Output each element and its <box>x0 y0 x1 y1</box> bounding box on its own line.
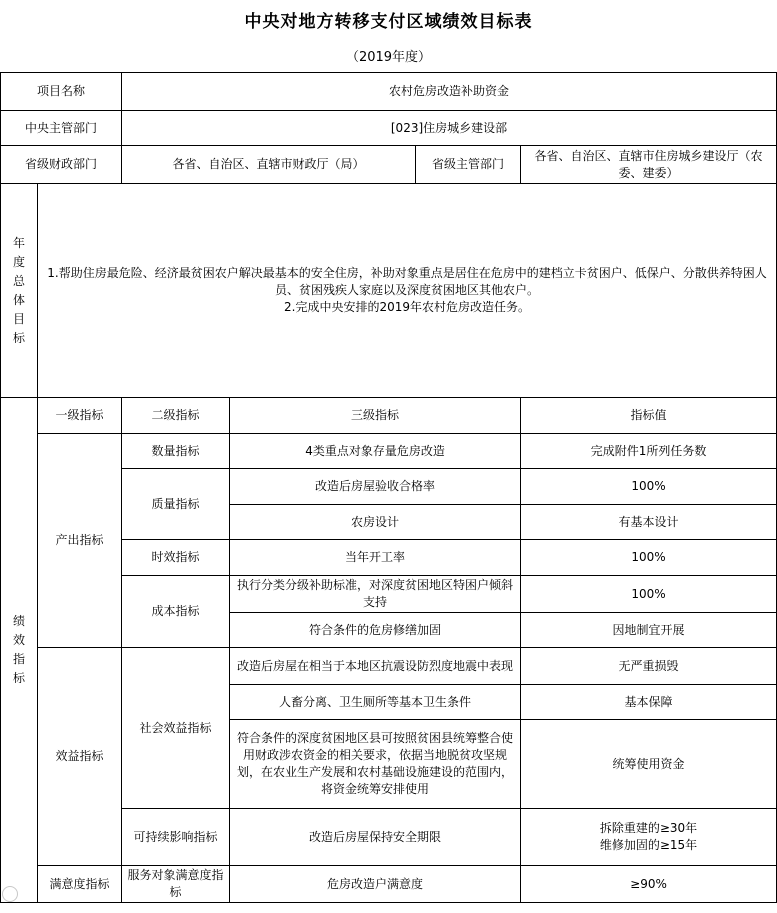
indicator-value: 100% <box>521 540 777 576</box>
header-level2: 二级指标 <box>122 398 230 434</box>
indicator-name: 改造后房屋在相当于本地区抗震设防烈度地震中表现 <box>230 648 521 685</box>
header-level3: 三级指标 <box>230 398 521 434</box>
sustainable-indicator-label: 可持续影响指标 <box>122 809 230 866</box>
table-row-central-dept <box>1 111 777 146</box>
indicator-name: 改造后房屋验收合格率 <box>230 469 521 505</box>
provincial-finance-value: 各省、自治区、直辖市财政厅（局） <box>122 146 416 184</box>
indicator-value-line-2: 维修加固的≥15年 <box>599 838 698 852</box>
timeliness-indicator-label: 时效指标 <box>122 540 230 576</box>
page-title: 中央对地方转移支付区域绩效目标表 <box>244 11 533 32</box>
table-row <box>1 866 777 903</box>
indicator-value-line-1: 拆除重建的≥30年 <box>599 821 698 835</box>
provincial-dept-label: 省级主管部门 <box>416 146 521 184</box>
annual-goal-line-1: 1.帮助住房最危险、经济最贫困农户解决最基本的安全住房，补助对象重点是居住在危房中的建档立卡贫困户、低保户、分散供养特困人员、贫困残疾人家庭以及深度贫困地区其他农户。 <box>47 266 767 297</box>
target-table <box>0 72 777 903</box>
indicator-name: 改造后房屋保持安全期限 <box>230 809 521 866</box>
indicator-name: 符合条件的深度贫困地区县可按照贫困县统筹整合使用财政涉农资金的相关要求，依据当地脱贫攻坚规划，在农业生产发展和农村基础设施建设的范围内，将资金统筹安排使用 <box>230 720 521 809</box>
indicator-name: 4类重点对象存量危房改造 <box>230 434 521 469</box>
indicator-value: ≥90% <box>521 866 777 903</box>
indicator-value: 100% <box>521 469 777 505</box>
indicator-name: 危房改造户满意度 <box>230 866 521 903</box>
indicator-value: 100% <box>521 576 777 613</box>
page-subtitle: （2019年度） <box>345 49 432 65</box>
project-name-value: 农村危房改造补助资金 <box>122 73 777 111</box>
central-dept-label: 中央主管部门 <box>1 111 122 146</box>
table-row-provincial <box>1 146 777 184</box>
output-indicator-label: 产出指标 <box>38 434 122 648</box>
indicator-name: 当年开工率 <box>230 540 521 576</box>
service-satisfaction-indicator-label: 服务对象满意度指标 <box>122 866 230 903</box>
annual-goal-line-2: 2.完成中央安排的2019年农村危房改造任务。 <box>284 300 531 314</box>
table-row-project <box>1 73 777 111</box>
quality-indicator-label: 质量指标 <box>122 469 230 540</box>
indicator-value: 完成附件1所列任务数 <box>521 434 777 469</box>
indicator-value: 统筹使用资金 <box>521 720 777 809</box>
indicator-name: 执行分类分级补助标准，对深度贫困地区特困户倾斜支持 <box>230 576 521 613</box>
provincial-dept-value: 各省、自治区、直辖市住房城乡建设厅（农委、建委） <box>521 146 777 184</box>
provincial-finance-label: 省级财政部门 <box>1 146 122 184</box>
indicator-value: 因地制宜开展 <box>521 613 777 648</box>
header-level1: 一级指标 <box>38 398 122 434</box>
table-row-annual-goal <box>1 184 777 398</box>
indicator-value: 无严重损毁 <box>521 648 777 685</box>
header-value: 指标值 <box>521 398 777 434</box>
indicator-value <box>521 809 777 866</box>
satisfaction-indicator-label: 满意度指标 <box>38 866 122 903</box>
indicator-name: 人畜分离、卫生厕所等基本卫生条件 <box>230 685 521 720</box>
annual-goal-content <box>38 184 777 398</box>
indicator-value: 基本保障 <box>521 685 777 720</box>
central-dept-value: [023]住房城乡建设部 <box>122 111 777 146</box>
indicator-name: 农房设计 <box>230 505 521 540</box>
performance-indicator-label: 绩效指标 <box>1 398 38 903</box>
indicator-name: 符合条件的危房修缮加固 <box>230 613 521 648</box>
indicator-value: 有基本设计 <box>521 505 777 540</box>
table-row <box>1 434 777 469</box>
project-name-label: 项目名称 <box>1 73 122 111</box>
table-row <box>1 648 777 685</box>
benefit-indicator-label: 效益指标 <box>38 648 122 866</box>
quantity-indicator-label: 数量指标 <box>122 434 230 469</box>
table-row-indicator-header <box>1 398 777 434</box>
watermark-logo <box>2 886 20 902</box>
social-benefit-indicator-label: 社会效益指标 <box>122 648 230 809</box>
watermark-icon <box>2 886 18 902</box>
annual-goal-label: 年度总体目标 <box>1 184 38 398</box>
cost-indicator-label: 成本指标 <box>122 576 230 648</box>
